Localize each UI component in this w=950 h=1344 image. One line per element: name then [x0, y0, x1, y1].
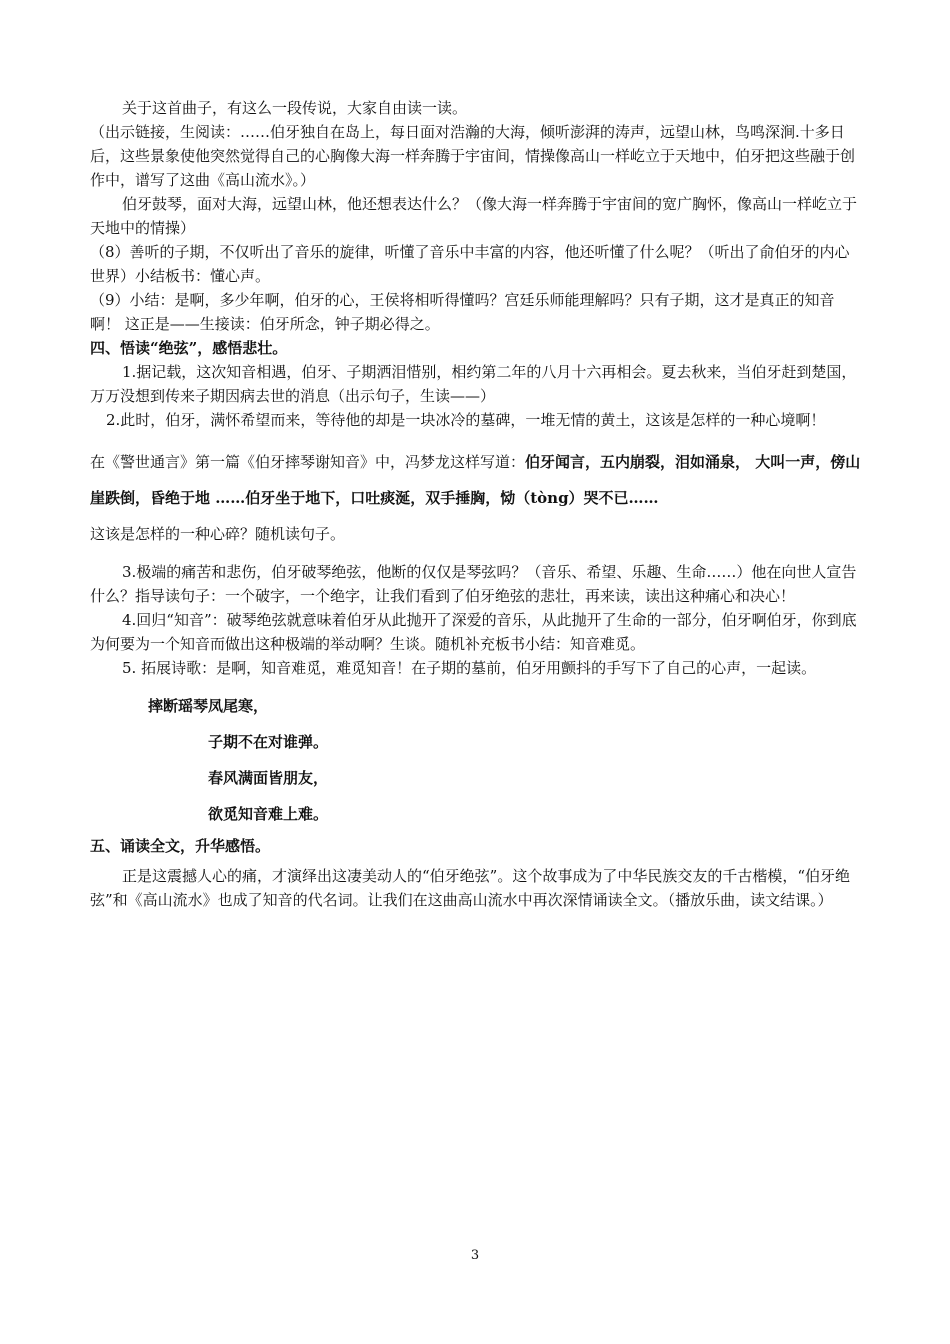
paragraph-step-1: 1.据记载，这次知音相遇，伯牙、子期洒泪惜别，相约第二年的八月十六再相会。夏去秋来，当伯牙赶到楚国，万万没想到传来子期因病去世的消息（出示句子，生读——） [90, 363, 857, 405]
page-number: 3 [470, 1248, 480, 1263]
poem-line-1: 摔断瑶琴凤尾寒， [148, 697, 269, 715]
paragraph-intro: 关于这首曲子，有这么一段传说，大家自由读一读。 [122, 99, 468, 117]
paragraph-question: 伯牙鼓琴，面对大海，远望山林，他还想表达什么？（像大海一样奔腾于宇宙间的宽广胸怀，像高山一样屹立于天地中的情操） [90, 195, 858, 237]
paragraph-reflect: 这该是怎样的一种心碎？随机读句子。 [90, 525, 346, 543]
quote-prefix: 在《警世通言》第一篇《伯牙摔琴谢知音》中，冯梦龙这样写道： [90, 453, 526, 471]
paragraph-step-2: 2.此时，伯牙，满怀希望而来，等待他的却是一块冰冷的墓碑，一堆无情的黄土，这该是怎样的一种心境啊！ [106, 411, 826, 429]
poem-line-2: 子期不在对谁弹。 [208, 733, 329, 751]
section-heading-5: 五、诵读全文，升华感悟。 [90, 837, 271, 855]
section-heading-4: 四、悟读“绝弦”，感悟悲壮。 [90, 339, 288, 357]
quote-bold: 伯牙闻言，五内崩裂，泪如涌泉， 大叫一声，傍山崖跌倒，昏绝于地 ……伯牙坐于地下，口吐痰涎，双手捶胸，恸（tòng）哭不已…… [90, 453, 861, 507]
poem-line-4: 欲觅知音难上难。 [208, 805, 329, 823]
paragraph-8: （8）善听的子期，不仅听出了音乐的旋律，听懂了音乐中丰富的内容，他还听懂了什么呢？（听出了俞伯牙的内心世界）小结板书：懂心声。 [90, 243, 850, 285]
paragraph-legend: （出示链接，生阅读：……伯牙独自在岛上，每日面对浩瀚的大海，倾听澎湃的涛声，远望山林，鸟鸣深涧.十多日后，这些景象使他突然觉得自己的心胸像大海一样奔腾于宇宙间，情操像高山一样屹立于天地中，伯牙把这些融于创作中，谱写了这曲《高山流水》。） [90, 123, 856, 189]
document-body [90, 96, 862, 912]
paragraph-step-4: 4.回归“知音”：破琴绝弦就意味着伯牙从此抛开了深爱的音乐，从此抛开了生命的一部分，伯牙啊伯牙，你到底为何要为一个知音而做出这种极端的举动啊？生谈。随机补充板书小结：知音难觅。 [90, 611, 857, 653]
paragraph-9: （9）小结：是啊，多少年啊，伯牙的心，王侯将相听得懂吗？宫廷乐师能理解吗？只有子期，这才是真正的知音啊！ 这正是——生接读：伯牙所念，钟子期必得之。 [90, 291, 835, 333]
paragraph-quote [90, 444, 862, 516]
paragraph-step-3: 3.极端的痛苦和悲伤，伯牙破琴绝弦，他断的仅仅是琴弦吗？（音乐、希望、乐趣、生命……）他在向世人宣告什么？指导读句子：一个破字，一个绝字，让我们看到了伯牙绝弦的悲壮，再来读，读出这种痛心和决心！ [90, 563, 857, 605]
paragraph-conclusion: 正是这震撼人心的痛，才演绎出这凄美动人的“伯牙绝弦”。这个故事成为了中华民族交友的千古楷模，“伯牙绝弦”和《高山流水》也成了知音的代名词。让我们在这曲高山流水中再次深情诵读全文。（播放乐曲，读文结课。） [90, 867, 851, 909]
paragraph-step-5: 5. 拓展诗歌：是啊，知音难觅，难觅知音！在子期的墓前，伯牙用颤抖的手写下了自己的心声，一起读。 [122, 659, 817, 677]
poem [90, 688, 862, 832]
poem-line-3: 春风满面皆朋友， [208, 769, 329, 787]
